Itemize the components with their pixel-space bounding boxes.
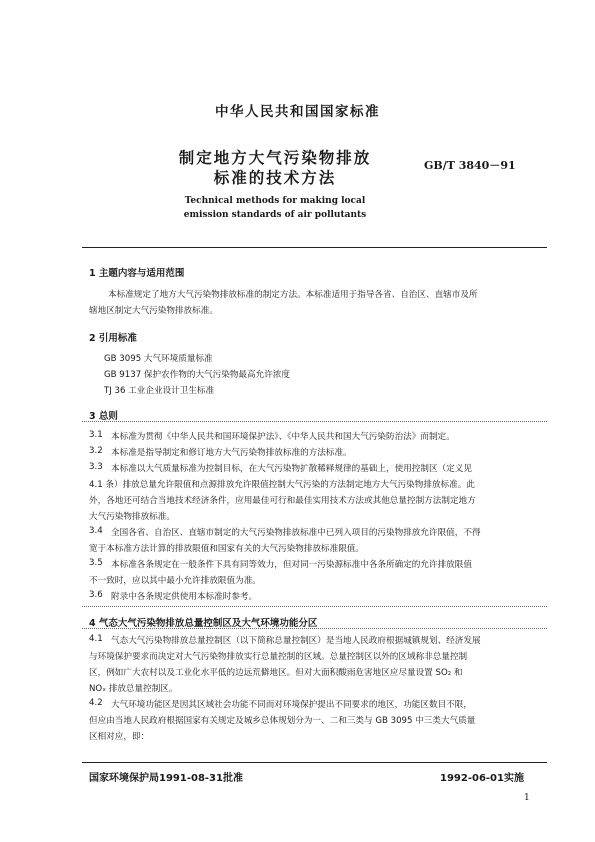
clause-4-2-text-line1: 大气环境功能区是因其区域社会功能不同而对环境保护提出不同要求的地区，功能区数目不限， bbox=[111, 700, 472, 710]
clause-3-3-text-line4: 大气污染物排放标准。 bbox=[89, 512, 175, 522]
clause-3-2-number: 3.2 bbox=[89, 446, 103, 456]
section-1-text-line1: 本标准规定了地方大气污染物排放标准的制定方法。本标准适用于指导各省、自治区、直辖市及所 bbox=[108, 290, 478, 300]
national-standard-heading: 中华人民共和国国家标准 bbox=[215, 104, 380, 120]
approval-info: 国家环境保护局1991-08-31批准 bbox=[89, 773, 243, 784]
clause-3-5-number: 3.5 bbox=[89, 558, 103, 568]
clause-divider bbox=[82, 628, 547, 629]
section-2-heading: 2 引用标准 bbox=[89, 333, 137, 344]
clause-3-3-number: 3.3 bbox=[89, 462, 103, 472]
clause-3-1-number: 3.1 bbox=[89, 430, 103, 440]
reference-item: TJ 36 工业企业设计卫生标准 bbox=[104, 386, 215, 396]
clause-3-4-text-line1: 全国各省、自治区、直辖市制定的大气污染物排放标准中已列入项目的污染物排放允许限值，不得 bbox=[111, 528, 481, 538]
section-1-text-line2: 辖地区制定大气污染物排放标准。 bbox=[89, 306, 218, 316]
standard-code: GB/T 3840－91 bbox=[424, 159, 516, 172]
clause-3-5-text-line2: 不一致时，应以其中最小允许排放限值为准。 bbox=[89, 576, 261, 586]
reference-item: GB 9137 保护农作物的大气污染物最高允许浓度 bbox=[104, 370, 290, 380]
clause-3-4-number: 3.4 bbox=[89, 526, 103, 536]
clause-3-3-text-line1: 本标准以大气质量标准为控制目标，在大气污染物扩散稀释规律的基础上，使用控制区（定义见 bbox=[111, 464, 472, 474]
clause-3-3-text-line3: 外，各地还可结合当地技术经济条件，应用最佳可行和最佳实用技术方法或其他总量控制方法制定地方 bbox=[89, 496, 476, 506]
clause-3-6-text: 附录中各条规定供使用本标准时参考。 bbox=[111, 592, 258, 602]
clause-3-1-text: 本标准为贯彻《中华人民共和国环境保护法》、《中华人民共和国大气污染防治法》而制定。 bbox=[111, 432, 455, 442]
english-title-line2: emission standards of air pollutants bbox=[183, 210, 367, 220]
header-divider bbox=[82, 247, 547, 248]
english-title-line1: Technical methods for making local bbox=[184, 196, 366, 206]
clause-4-2-text-line2: 但应由当地人民政府根据国家有关规定及城乡总体规划分为一、二和三类与 GB 3095 中三类大气质量 bbox=[89, 716, 476, 726]
implementation-date: 1992-06-01实施 bbox=[440, 773, 524, 784]
clause-3-2-text: 本标准是指导制定和修订地方大气污染物排放标准的方法标准。 bbox=[111, 448, 352, 458]
page-number: 1 bbox=[524, 793, 530, 803]
section-3-heading: 3 总则 bbox=[89, 411, 118, 422]
clause-3-3-text-line2: 4.1 条）排放总量允许限值和点源排放允许限值控制大气污染的方法制定地方大气污染物排放标准。此 bbox=[89, 480, 475, 490]
clause-4-2-text-line3: 区相对应，即： bbox=[89, 732, 150, 742]
clause-4-1-number: 4.1 bbox=[89, 634, 103, 644]
footer-divider bbox=[82, 762, 547, 763]
clause-4-1-text-line2: 与环境保护要求而决定对大气污染物排放实行总量控制的区域。总量控制区以外的区域称非总量控制 bbox=[89, 652, 468, 662]
section-1-heading: 1 主题内容与适用范围 bbox=[89, 268, 185, 279]
clause-4-1-text-line3: 区，例如广大农村以及工业化水平低的边远荒僻地区。但对大面积酸雨危害地区应尽量设置 SO₂ 和 bbox=[89, 668, 463, 678]
clause-4-1-text-line4: NOₓ 排放总量控制区。 bbox=[89, 684, 178, 694]
document-title-line2: 标准的技术方法 bbox=[213, 169, 337, 187]
clause-4-1-text-line1: 气态大气污染物排放总量控制区（以下简称总量控制区）是当地人民政府根据城镇规划、经济发展 bbox=[111, 636, 481, 646]
clause-3-5-text-line1: 本标准各条规定在一般条件下具有同等效力，但对同一污染源标准中各条所确定的允许排放限值 bbox=[111, 560, 472, 570]
clause-divider bbox=[82, 606, 547, 607]
document-title-line1: 制定地方大气污染物排放 bbox=[178, 149, 372, 167]
clause-divider bbox=[82, 421, 547, 422]
section-4-heading: 4 气态大气污染物排放总量控制区及大气环境功能分区 bbox=[89, 618, 318, 629]
clause-3-6-number: 3.6 bbox=[89, 590, 103, 600]
clause-4-2-number: 4.2 bbox=[89, 698, 103, 708]
reference-item: GB 3095 大气环境质量标准 bbox=[104, 354, 213, 364]
clause-3-4-text-line2: 宽于本标准方法计算的排放限值和国家有关的大气污染物排放标准限值。 bbox=[89, 544, 365, 554]
